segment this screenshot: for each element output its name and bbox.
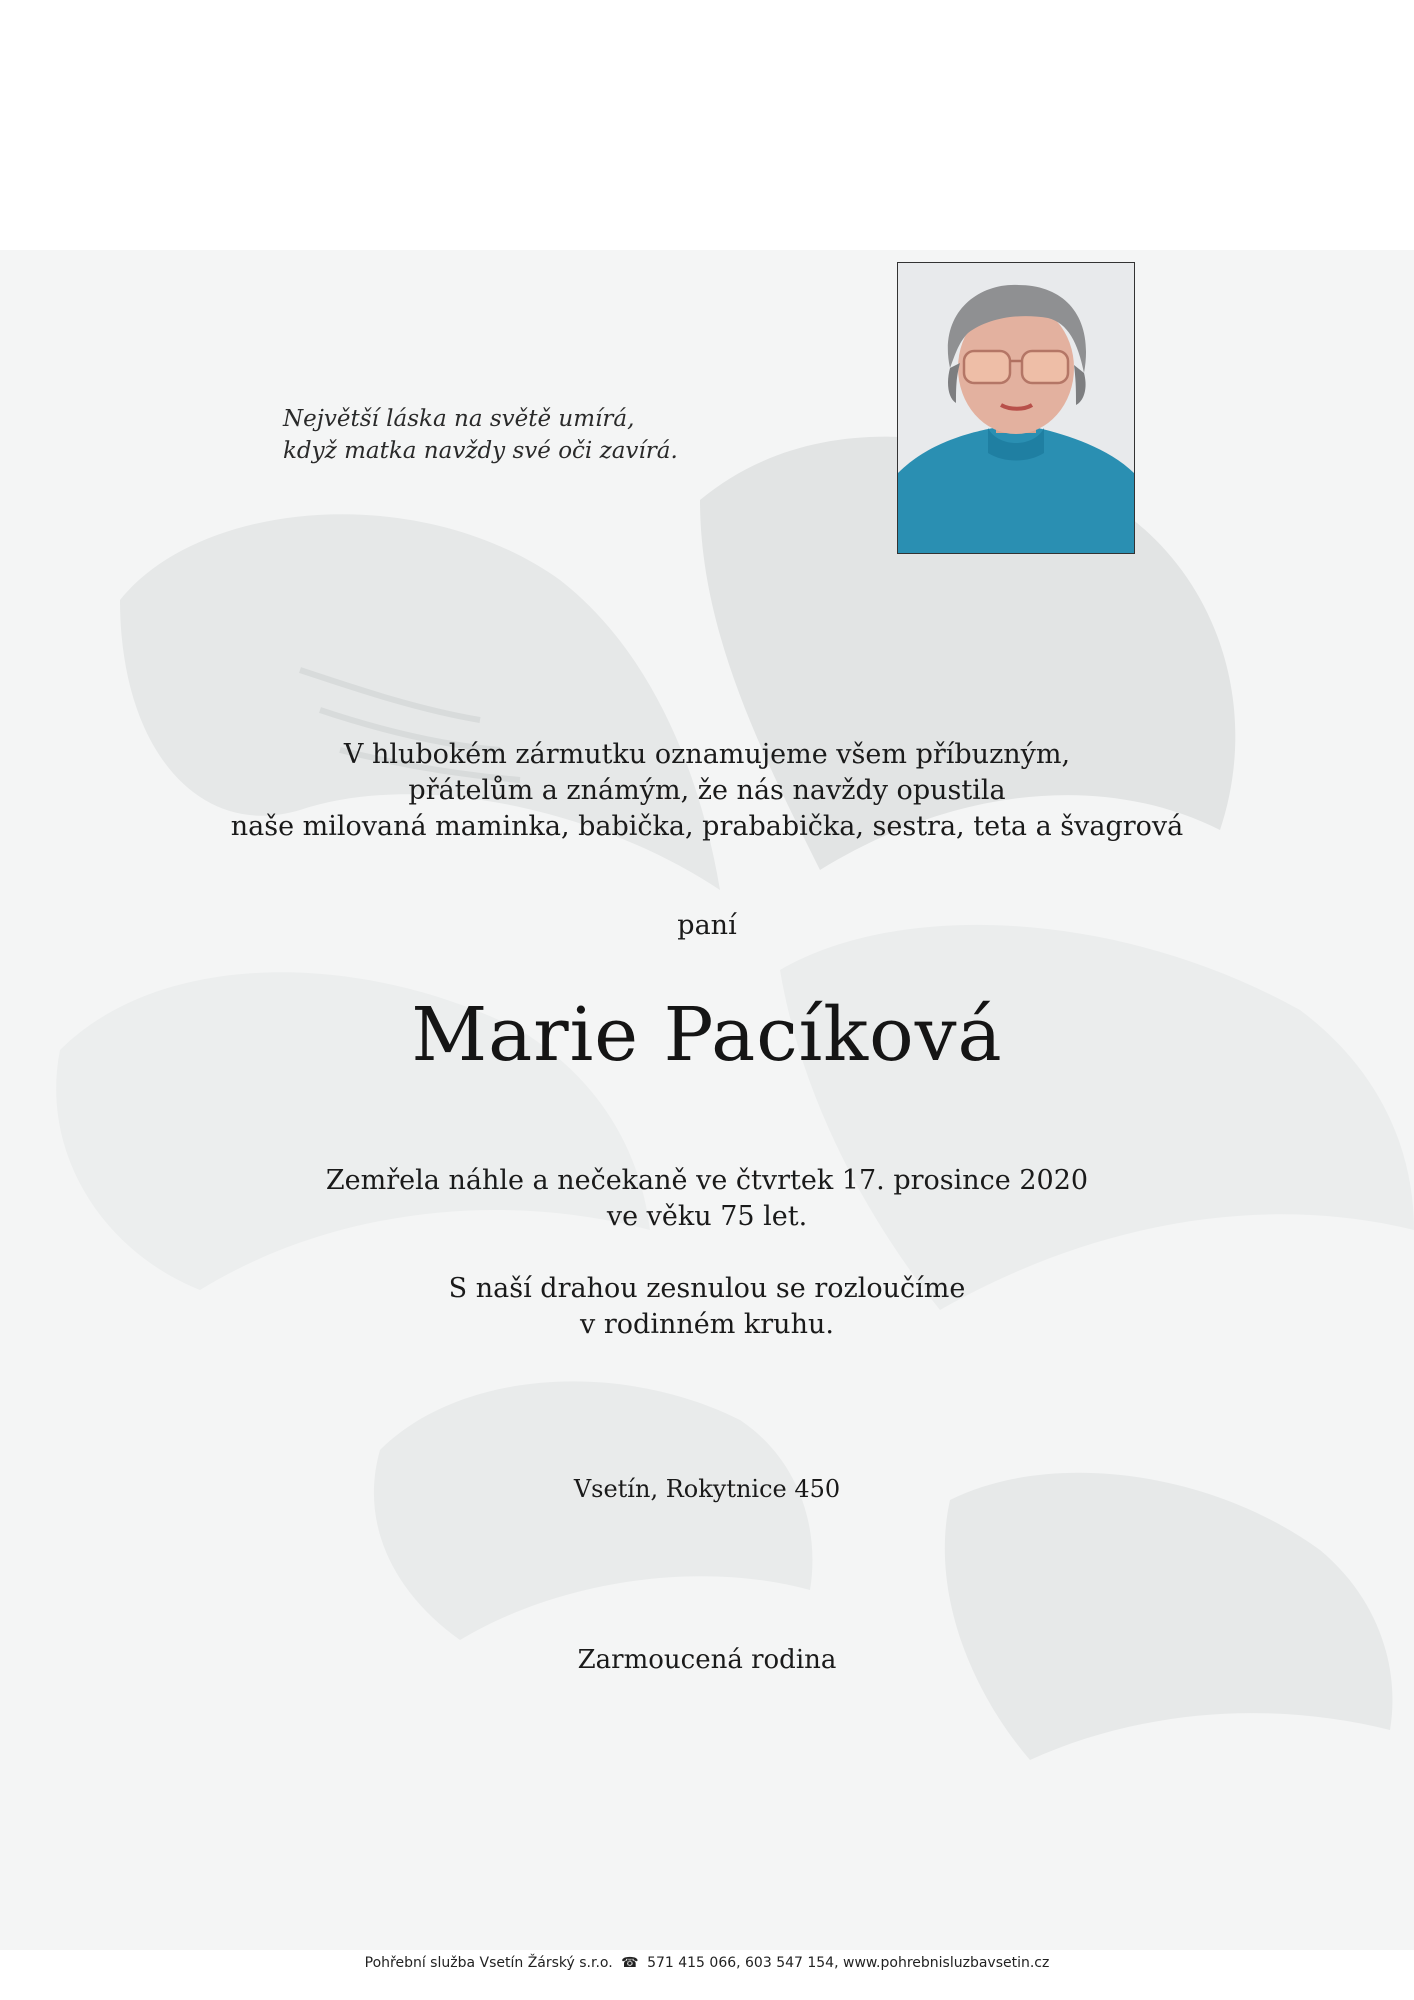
quote-line-2: když matka navždy své oči zavírá. xyxy=(283,438,678,464)
announcement-text xyxy=(0,737,1414,845)
memorial-quote xyxy=(283,403,678,467)
signature: Zarmoucená rodina xyxy=(577,1645,837,1675)
death-details xyxy=(0,1163,1414,1235)
footer-company: Pohřební služba Vsetín Žárský s.r.o. xyxy=(364,1955,613,1971)
farewell-line-2: v rodinném kruhu. xyxy=(580,1309,834,1340)
announcement-line-1: V hlubokém zármutku oznamujeme všem příbuzným, xyxy=(343,739,1071,770)
salutation: paní xyxy=(677,910,737,941)
lily-background xyxy=(0,250,1414,1950)
address: Vsetín, Rokytnice 450 xyxy=(573,1475,841,1503)
announcement-line-2: přátelům a známým, že nás navždy opustila xyxy=(408,775,1006,806)
farewell-text xyxy=(0,1271,1414,1343)
footer-phones: 571 415 066, 603 547 154, www.pohrebnisluzbavsetin.cz xyxy=(647,1955,1050,1971)
phone-icon: ☎ xyxy=(621,1955,639,1971)
footer xyxy=(0,1955,1414,1971)
death-line-1: Zemřela náhle a nečekaně ve čtvrtek 17. prosince 2020 xyxy=(325,1165,1089,1196)
death-line-2: ve věku 75 let. xyxy=(606,1201,808,1232)
portrait-photo xyxy=(897,262,1135,554)
quote-line-1: Největší láska na světě umírá, xyxy=(283,406,635,432)
announcement-line-3: naše milovaná maminka, babička, prababička, sestra, teta a švagrová xyxy=(230,811,1184,842)
deceased-name: Marie Pacíková xyxy=(411,992,1003,1078)
farewell-line-1: S naší drahou zesnulou se rozloučíme xyxy=(448,1273,966,1304)
